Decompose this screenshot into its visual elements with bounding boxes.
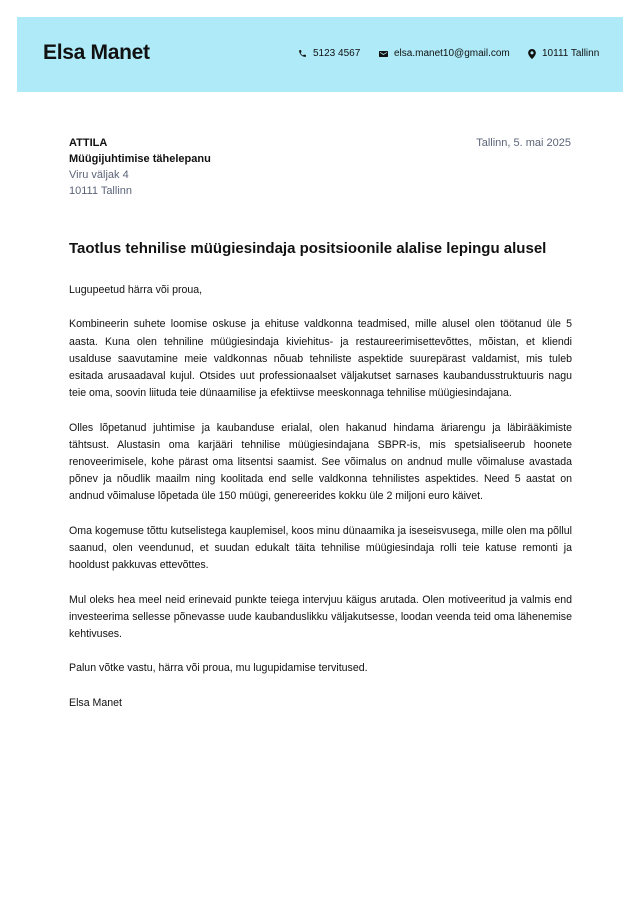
recipient-street: Viru väljak 4 [69, 169, 129, 181]
map-pin-icon [528, 49, 542, 59]
contact-location [528, 48, 599, 59]
header-banner [17, 17, 623, 92]
letter-date: Tallinn, 5. mai 2025 [476, 137, 571, 149]
body-paragraph: Olles lõpetanud juhtimise ja kaubanduse erialal, olen hakanud hindama äriarengu ja läbirääkimiste tähtsust. Alustasin oma karjääri tehnilise müügiesindajana SBPR-is, mis spetsialiseerub hoonete renoveerimisele, kohe pärast oma litsentsi saamist. See võimalus on andnud mulle võimaluse avastada põnev ja nõudlik maailm ning koolitada end selle valdkonna tehnilistes aspektides. Need 5 aastat on andnud võimaluse lõpetada üle 150 müügi, genereerides kokku üle 2 miljoni euro käivet. [69, 421, 572, 503]
recipient-city: 10111 Tallinn [69, 185, 132, 197]
closing: Palun võtke vastu, härra või proua, mu lugupidamise tervitused. [69, 662, 368, 675]
recipient-attention: Müügijuhtimise tähelepanu [69, 153, 211, 165]
body-paragraph: Mul oleks hea meel neid erinevaid punkte teiega intervjuu käigus arutada. Olen motiveeritud ja valmis end investeerima sellesse põnevasse uude kaubanduslikku väljakutsesse, loodan veenda teid oma lähenemise kehtivuses. [69, 593, 572, 640]
body-paragraph: Kombineerin suhete loomise oskuse ja ehituse valdkonna teadmised, mille alusel olen töötanud üle 5 aasta. Kuna olen tehniline müügiesindaja kiviehitus- ja restaureerimisettevõttes, mõistan, et kliendi usalduse saavutamine meie valdkonnas nõuab tehniliste aspektide suurepärast valdamist, mis tuleb esitada arusaadaval kujul. Otsides uut professionaalset väljakutset sarnases kaubandusstruktuuris nagu teie oma, soovin liituda teie dünaamilise ja efektiivse meeskonnaga tehnilise müügiesindajana. [69, 318, 572, 400]
email-address: elsa.manet10@gmail.com [394, 48, 510, 59]
phone-icon [298, 49, 313, 58]
location-text: 10111 Tallinn [542, 48, 600, 59]
recipient-company: ATTILA [69, 137, 108, 149]
recipient-block [69, 135, 211, 199]
letter-subject: Taotlus tehnilise müügiesindaja positsioonile alalise lepingu alusel [69, 240, 547, 257]
envelope-icon [379, 50, 394, 58]
sender-name: Elsa Manet [43, 41, 150, 64]
letter-body [69, 282, 572, 729]
phone-number: 5123 4567 [313, 48, 361, 59]
body-paragraph: Oma kogemuse tõttu kutselistega kauplemisel, koos minu dünaamika ja iseseisvusega, mille olen ma põllul saanud, olen veendunud, et suudan edukalt täita tehnilise müügiesindaja rolli teie katuse remonti ja hooldust pakkuvas ettevõttes. [69, 524, 572, 572]
contact-phone [298, 48, 360, 59]
signature: Elsa Manet [69, 696, 122, 709]
salutation: Lugupeetud härra või proua, [69, 284, 203, 296]
contact-email [379, 48, 510, 59]
